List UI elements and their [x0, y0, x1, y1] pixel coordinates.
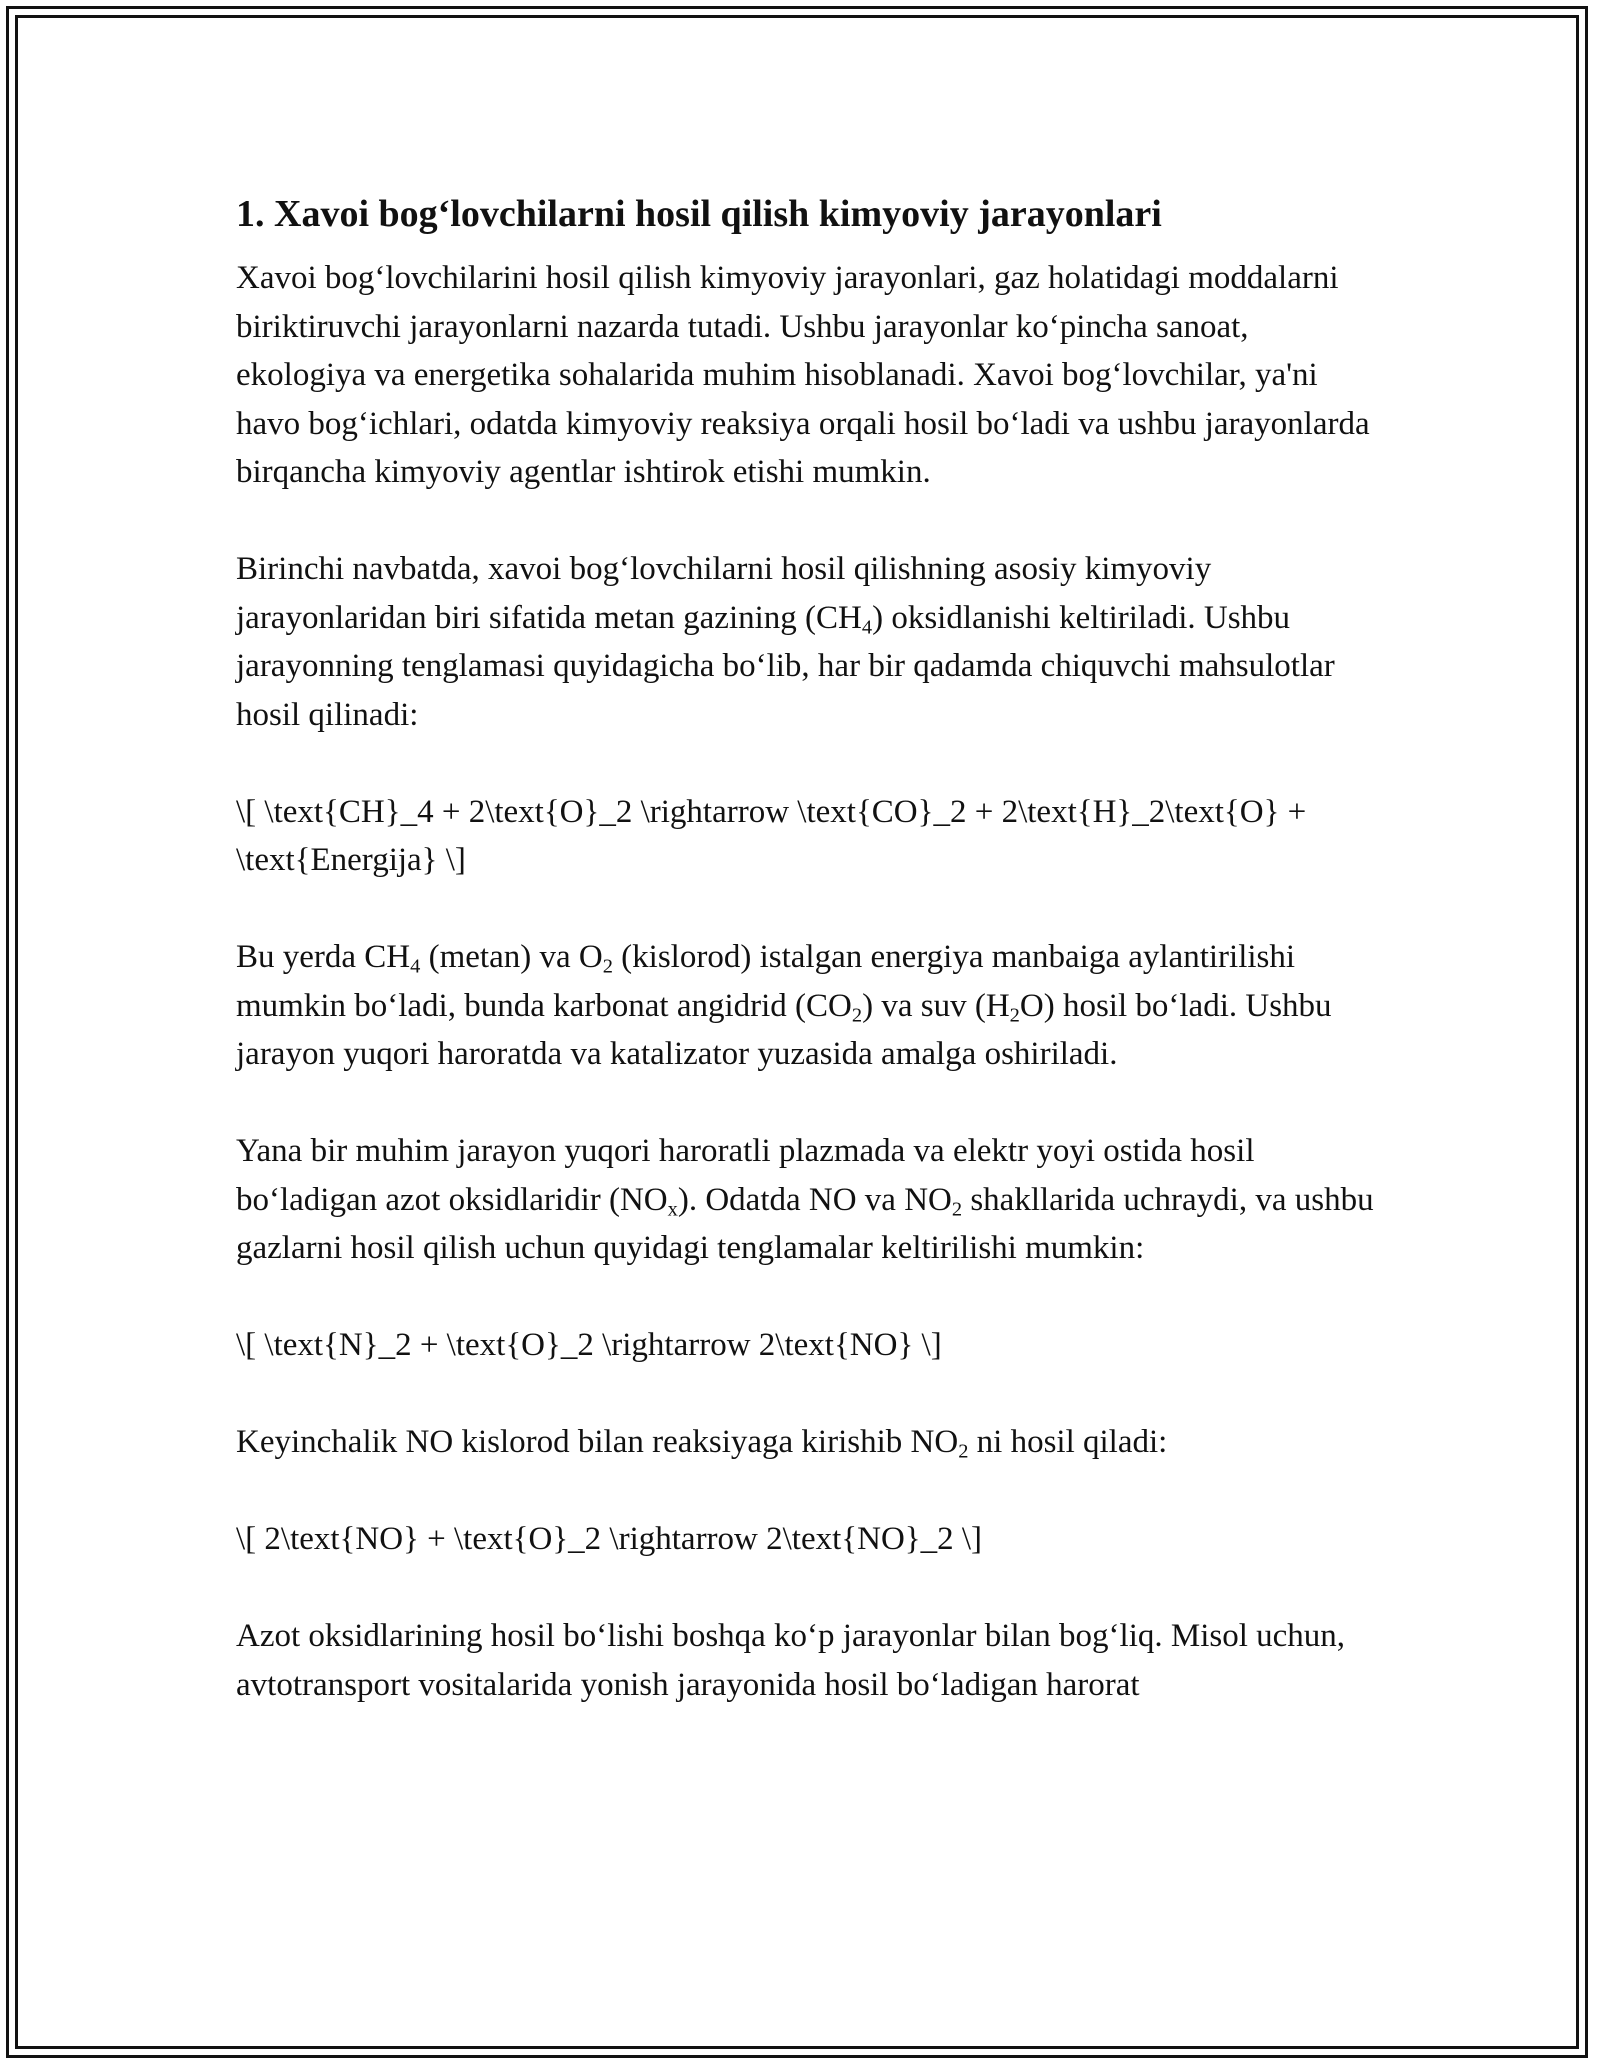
equation-no2-formation: \[ 2\text{NO} + \text{O}_2 \rightarrow 2\text{NO}_2 \]	[236, 1521, 983, 1557]
paragraph-methane-explanation: Bu yerda $CH_4$ (metan) va $O_2$ (kislorod) istalgan energiya manbaiga aylantirilishi mumkin bo‘ladi, bunda karbonat angidrid $(CO_2)$ va suv $(H_2O)$ hosil bo‘ladi. Ushbu jarayon yuqori haroratda va katalizator yuzasida amalga oshiriladi.	[236, 939, 1332, 1072]
section-heading: 1. Xavoi bog‘lovchilarni hosil qilish kimyoviy jarayonlari	[236, 193, 1162, 235]
paragraph-conclusion: Azot oksidlarining hosil bo‘lishi boshqa ko‘p jarayonlar bilan bog‘liq. Misol uchun, avtotransport vositalarida yonish jarayonida hosil bo‘ladigan harorat	[236, 1618, 1346, 1703]
paragraph-no2-intro: Keyinchalik NO kislorod bilan reaksiyaga kirishib $NO_2$ ni hosil qiladi:	[236, 1424, 1168, 1463]
paragraph-methane: Birinchi navbatda, xavoi bog‘lovchilarni hosil qilishning asosiy kimyoviy jarayonlaridan biri sifatida metan gazining $(CH_4)$ oksidlanishi keltiriladi. Ushbu jarayonning tenglamasi quyidagicha bo‘lib, har bir qadamda chiquvchi mahsulotlar hosil qilinadi:	[236, 551, 1335, 733]
paragraph-nitrogen-oxides: Yana bir muhim jarayon yuqori haroratli plazmada va elektr yoyi ostida hosil bo‘ladigan azot oksidlaridir $(NO_x)$. Odatda NO va $NO_2$ shakllarida uchraydi, va ushbu gazlarni hosil qilish uchun quyidagi tenglamalar keltirilishi mumkin:	[236, 1133, 1374, 1266]
equation-methane-oxidation: \[ \text{CH}_4 + 2\text{O}_2 \rightarrow \text{CO}_2 + 2\text{H}_2\text{O} + \text{Energija} \]	[236, 793, 1307, 878]
paragraph-intro: Xavoi bog‘lovchilarini hosil qilish kimyoviy jarayonlari, gaz holatidagi moddalarni biriktiruvchi jarayonlarni nazarda tutadi. Ushbu jarayonlar ko‘pincha sanoat, ekologiya va energetika sohalarida muhim hisoblanadi. Xavoi bog‘lovchilar, ya'ni havo bog‘ichlari, odatda kimyoviy reaksiya orqali hosil bo‘ladi va ushbu jarayonlarda birqancha kimyoviy agentlar ishtirok etishi mumkin.	[236, 260, 1370, 490]
document-body	[236, 186, 1386, 1758]
equation-no-formation: \[ \text{N}_2 + \text{O}_2 \rightarrow 2\text{NO} \]	[236, 1327, 942, 1363]
